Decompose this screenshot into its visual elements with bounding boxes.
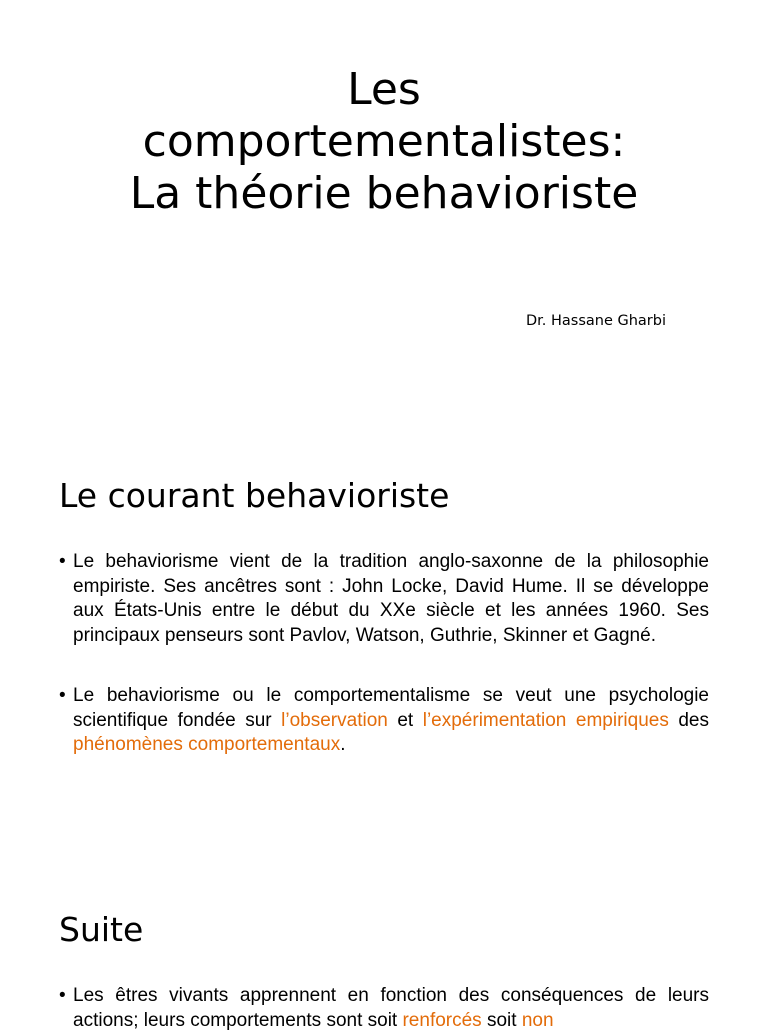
bullet-text: Le behaviorisme vient de la tradition anglo-saxonne de la philosophie empiriste. Ses ancêtres sont : John Locke, David Hume. Il se développe aux États-Unis entre le début du XXe siècle et les années 1960. Ses principaux penseurs sont Pavlov, Watson, Guthrie, Skinner et Gagné. [73, 551, 709, 646]
bullet-list [59, 550, 709, 758]
bullet-text: Le behaviorisme ou le comportementalisme se veut une psychologie scientifique fondée sur [73, 685, 709, 731]
slide-heading: Le courant behavioriste [59, 476, 450, 515]
slide-heading: Suite [59, 910, 144, 949]
slide-courant-behavioriste [0, 430, 768, 860]
bullet-text: . [340, 734, 346, 755]
bullet-icon: • [59, 685, 66, 706]
highlight-phenomenes: phénomènes comportementaux [73, 734, 341, 755]
title-line-2: comportementalistes: [142, 116, 626, 167]
author-name: Dr. Hassane Gharbi [525, 313, 666, 329]
title-line-1: Les [347, 64, 421, 115]
bullet-text: des [668, 709, 709, 731]
bullet-text: et [387, 709, 423, 731]
bullet-text: soit [481, 1009, 522, 1031]
highlight-renforces: renforcés [402, 1009, 482, 1031]
highlight-experimentation: l’expérimentation empiriques [422, 709, 669, 731]
bullet-icon: • [59, 985, 66, 1006]
bullet-text: Les êtres vivants apprennent en fonction des conséquences de leurs actions; leurs comportements sont soit [73, 985, 709, 1031]
slide-suite [0, 860, 768, 1031]
bullet-list [59, 984, 709, 1033]
bullet-icon: • [59, 551, 66, 572]
bullet-item [59, 684, 709, 758]
title-line-3: La théorie behavioriste [129, 168, 639, 219]
bullet-item [59, 550, 709, 648]
highlight-observation: l’observation [281, 709, 388, 731]
title-slide [0, 0, 768, 430]
bullet-item [59, 984, 709, 1033]
presentation-title [60, 64, 708, 220]
highlight-non: non [521, 1009, 554, 1031]
